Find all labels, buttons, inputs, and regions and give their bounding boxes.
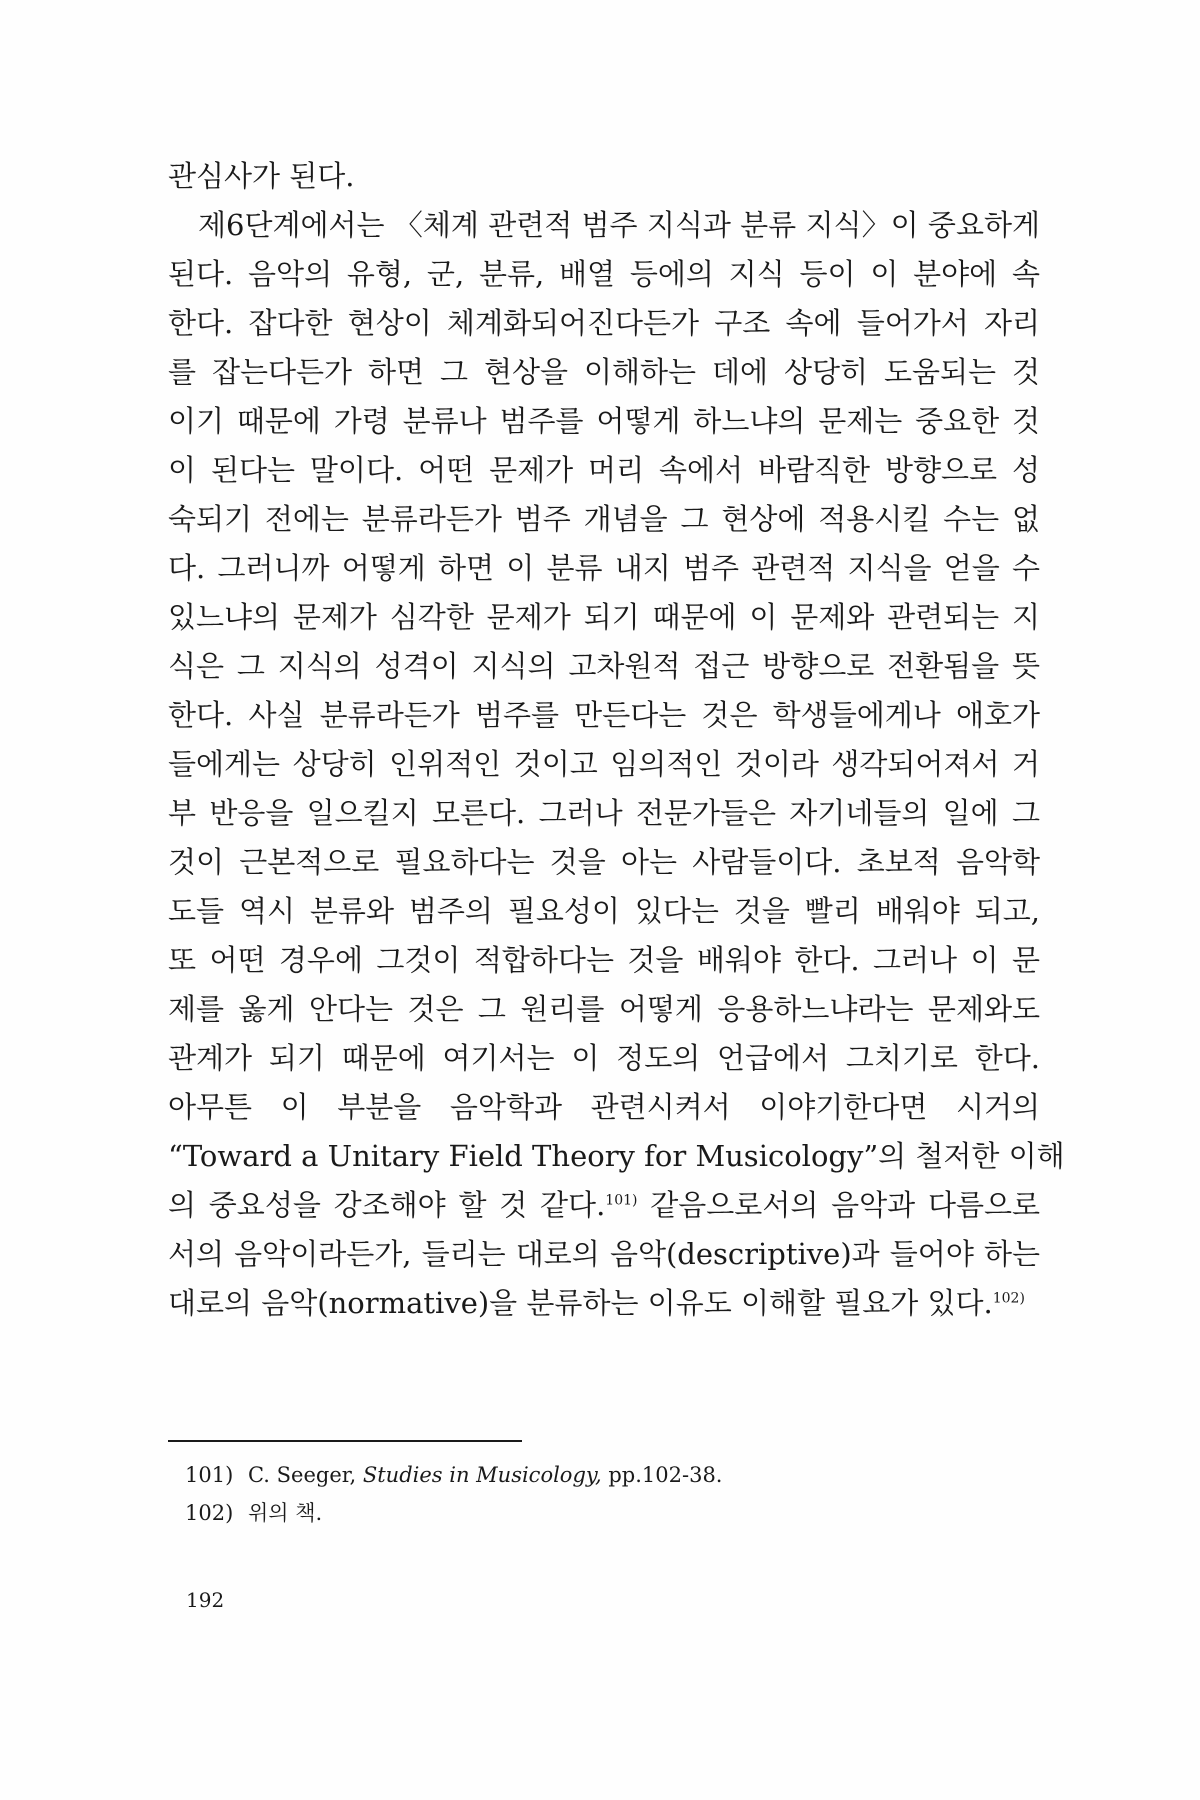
footnote-reference[interactable]: 101)	[605, 1192, 638, 1209]
text-line: 제를 옳게 안다는 것은 그 원리를 어떻게 응용하느냐라는 문제와도	[168, 992, 1040, 1026]
text-line: 를 잡는다든가 하면 그 현상을 이해하는 데에 상당히 도움되는 것	[168, 355, 1040, 389]
text-line: 숙되기 전에는 분류라든가 범주 개념을 그 현상에 적용시킬 수는 없	[168, 502, 1040, 536]
text-line: 한다. 사실 분류라든가 범주를 만든다는 것은 학생들에게나 애호가	[168, 698, 1040, 732]
text-line: 된다. 음악의 유형, 군, 분류, 배열 등에의 지식 등이 이 분야에 속	[168, 257, 1040, 291]
text-line: 제6단계에서는 〈체계 관련적 범주 지식과 분류 지식〉이 중요하게	[198, 208, 1040, 242]
text-line: 들에게는 상당히 인위적인 것이고 임의적인 것이라 생각되어져서 거	[168, 747, 1040, 781]
footnote-divider	[168, 1440, 522, 1442]
text-line-with-footnote	[168, 1279, 1040, 1328]
footnote-number: 102)	[185, 1501, 234, 1525]
footnote-number: 101)	[185, 1463, 234, 1487]
text-line: 관심사가 된다.	[168, 159, 355, 193]
text-line: 것이 근본적으로 필요하다는 것을 아는 사람들이다. 초보적 음악학	[168, 845, 1040, 879]
line-text: 의 중요성을 강조해야 할 것 같다.	[168, 1188, 606, 1222]
text-line: 부 반응을 일으킬지 모른다. 그러나 전문가들은 자기네들의 일에 그	[168, 796, 1040, 830]
text-line: 이기 때문에 가령 분류나 범주를 어떻게 하느냐의 문제는 중요한 것	[168, 404, 1040, 438]
text-line: 관계가 되기 때문에 여기서는 이 정도의 언급에서 그치기로 한다.	[168, 1041, 1040, 1075]
text-line: 한다. 잡다한 현상이 체계화되어진다든가 구조 속에 들어가서 자리	[168, 306, 1040, 340]
text-line: “Toward a Unitary Field Theory for Musicology”의 철저한 이해	[168, 1139, 1065, 1173]
body-text	[168, 152, 1065, 1328]
text-line: 또 어떤 경우에 그것이 적합하다는 것을 배워야 한다. 그러나 이 문	[168, 943, 1040, 977]
footnote-item	[185, 1456, 1005, 1494]
text-line: 식은 그 지식의 성격이 지식의 고차원적 접근 방향으로 전환됨을 뜻	[168, 649, 1040, 683]
footnote-author: C. Seeger,	[247, 1463, 357, 1487]
text-line: 서의 음악이라든가, 들리는 대로의 음악(descriptive)과 들어야 하는	[168, 1237, 1040, 1271]
footnote-text: 위의 책.	[247, 1501, 323, 1525]
line-text: 대로의 음악(normative)을 분류하는 이유도 이해할 필요가 있다.	[168, 1286, 993, 1320]
footnote-reference[interactable]: 102)	[992, 1290, 1025, 1307]
footnotes	[185, 1456, 1005, 1532]
text-line: 도들 역시 분류와 범주의 필요성이 있다는 것을 빨리 배워야 되고,	[168, 894, 1040, 928]
text-line-with-footnote	[168, 1181, 1040, 1230]
page-number: 192	[186, 1588, 225, 1612]
footnote-item	[185, 1494, 1005, 1532]
line-text: 같음으로서의 음악과 다름으로	[637, 1188, 1040, 1222]
footnote-pages: pp.102-38.	[608, 1463, 723, 1487]
text-line: 다. 그러니까 어떻게 하면 이 분류 내지 범주 관련적 지식을 얻을 수	[168, 551, 1040, 585]
text-line: 있느냐의 문제가 심각한 문제가 되기 때문에 이 문제와 관련되는 지	[168, 600, 1040, 634]
footnote-title: Studies in Musicology,	[362, 1463, 602, 1487]
text-line: 이 된다는 말이다. 어떤 문제가 머리 속에서 바람직한 방향으로 성	[168, 453, 1040, 487]
text-line: 아무튼 이 부분을 음악학과 관련시켜서 이야기한다면 시거의	[168, 1090, 1040, 1124]
